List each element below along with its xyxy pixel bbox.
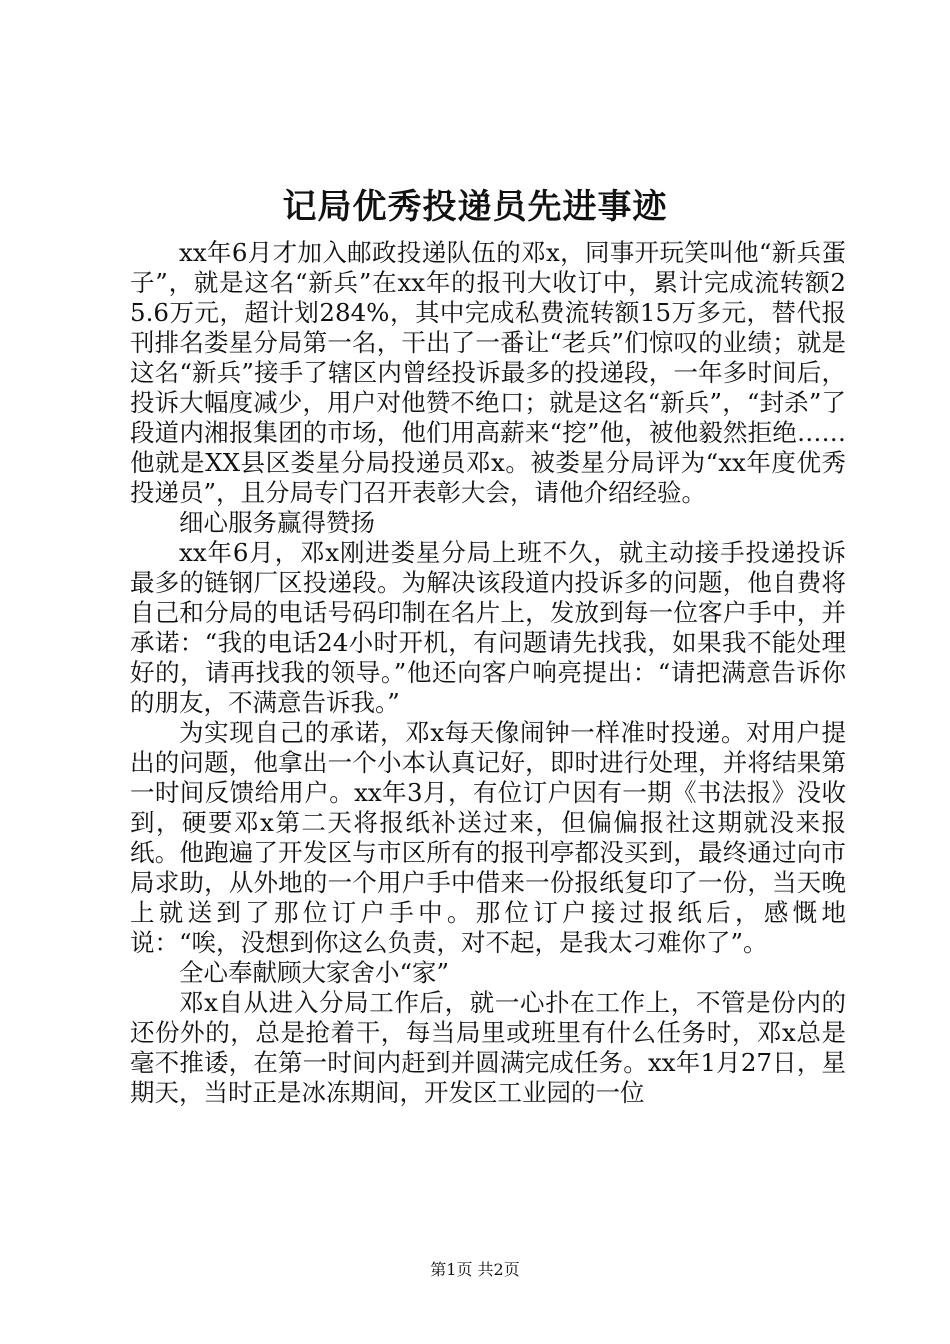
paragraph-intro: xx年6月才加入邮政投递队伍的邓x，同事开玩笑叫他“新兵蛋子”，就是这名“新兵”在xx年的报刊大收订中，累计完成流转额25.6万元，超计划284%，其中完成私费流转额15万多元，替代报刊排名娄星分局第一名，干出了一番让“老兵”们惊叹的业绩；就是这名“新兵”接手了辖区内曾经投诉最多的投递段，一年多时间后，投诉大幅度减少，用户对他赞不绝口；就是这名“新兵”，“封杀”了段道内湘报集团的市场，他们用高薪来“挖”他，被他毅然拒绝……他就是XX县区娄星分局投递员邓x。被娄星分局评为“xx年度优秀投递员”，且分局专门召开表彰大会，请他介绍经验。	[130, 238, 846, 507]
document-title: 记局优秀投递员先进事迹	[282, 187, 668, 227]
page-footer: 第1页 共2页	[430, 1260, 520, 1279]
paragraph-dedication: 邓x自从进入分局工作后，就一心扑在工作上，不管是份内的还份外的，总是抢着干，每当局里或班里有什么任务时，邓x总是毫不推诿，在第一时间内赶到并圆满完成任务。xx年1月27日，星期天，当时正是冰冻期间，开发区工业园的一位	[130, 988, 846, 1107]
section-heading-dedication: 全心奉献顾大家舍小“家”	[179, 958, 450, 987]
document-body	[130, 238, 846, 1108]
section-heading-service: 细心服务赢得赞扬	[179, 508, 375, 537]
paragraph-service: xx年6月，邓x刚进娄星分局上班不久，就主动接手投递投诉最多的链钢厂区投递段。为解决该段道内投诉多的问题，他自费将自己和分局的电话号码印制在名片上，发放到每一位客户手中，并承诺：“我的电话24小时开机，有问题请先找我，如果我不能处理好的，请再找我的领导。”他还向客户响亮提出：“请把满意告诉你的朋友，不满意告诉我。”	[130, 538, 846, 717]
paragraph-promise: 为实现自己的承诺，邓x每天像闹钟一样准时投递。对用户提出的问题，他拿出一个小本认真记好，即时进行处理，并将结果第一时间反馈给用户。xx年3月，有位订户因有一期《书法报》没收到，硬要邓x第二天将报纸补送过来，但偏偏报社这期就没来报纸。他跑遍了开发区与市区所有的报刊亭都没买到，最终通过向市局求助，从外地的一个用户手中借来一份报纸复印了一份，当天晚上就送到了那位订户手中。那位订户接过报纸后，感慨地说：“唉，没想到你这么负责，对不起，是我太刁难你了”。	[130, 718, 846, 957]
